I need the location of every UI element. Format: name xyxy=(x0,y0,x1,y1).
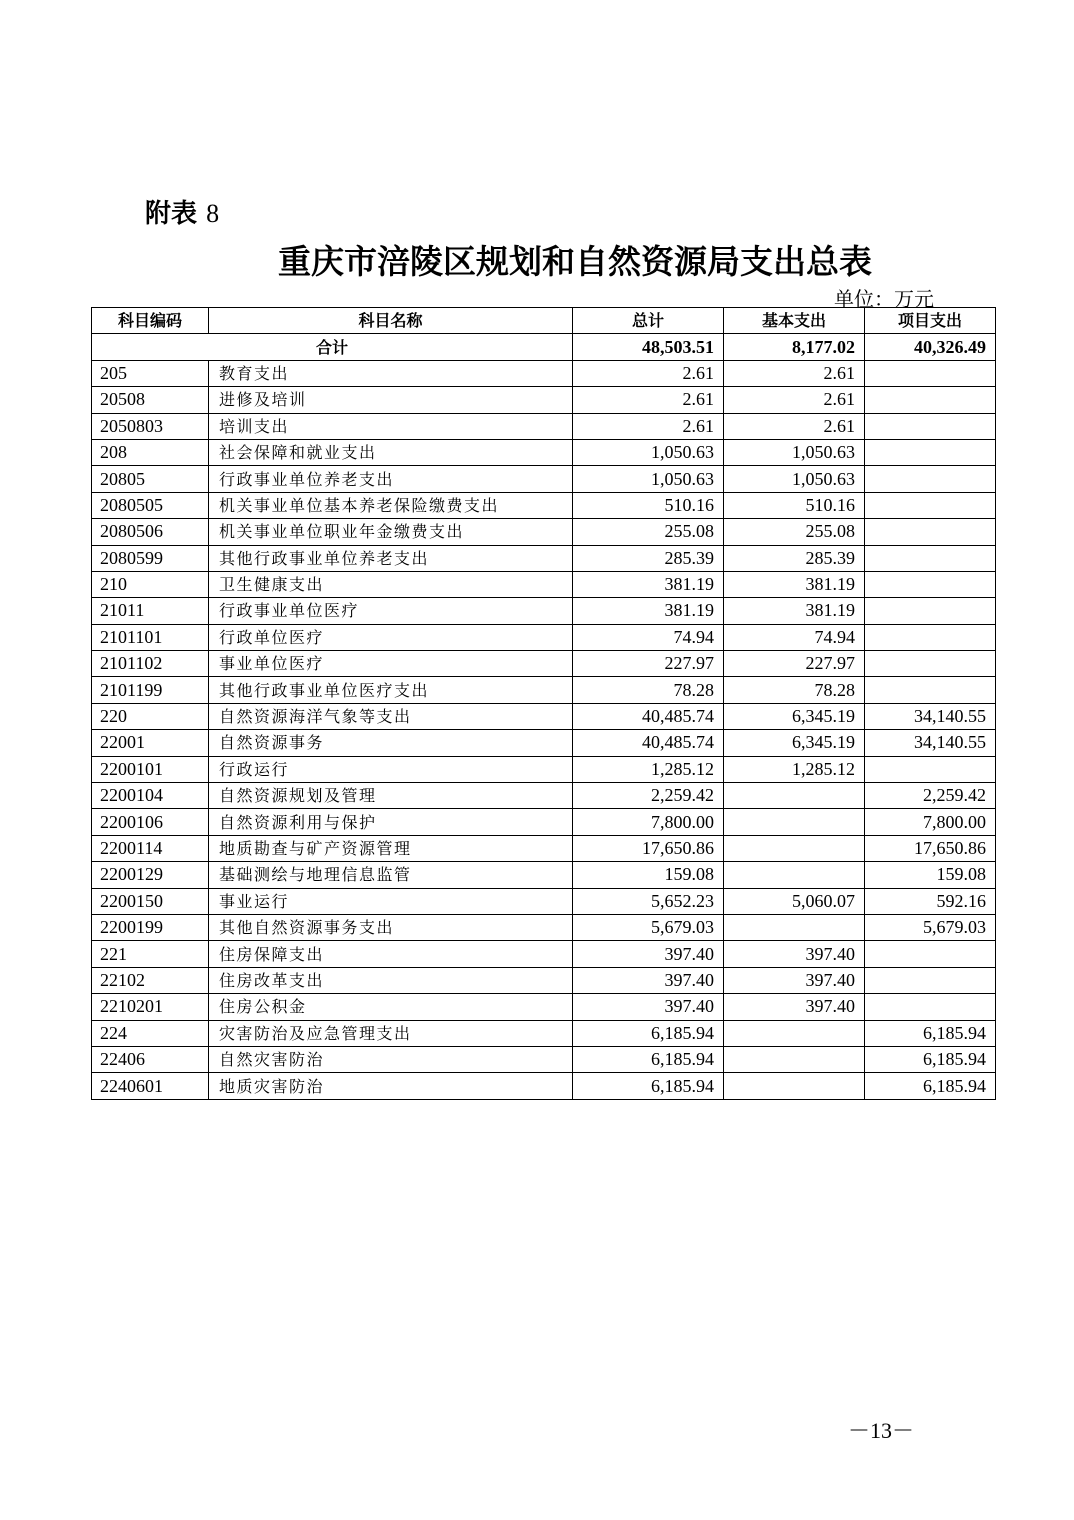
row-total: 2.61 xyxy=(573,413,724,439)
row-project: 7,800.00 xyxy=(865,809,996,835)
row-total: 159.08 xyxy=(573,862,724,888)
row-project xyxy=(865,624,996,650)
row-basic xyxy=(724,809,865,835)
row-total: 255.08 xyxy=(573,519,724,545)
row-total: 6,185.94 xyxy=(573,1046,724,1072)
row-total: 397.40 xyxy=(573,941,724,967)
row-project xyxy=(865,519,996,545)
row-basic: 227.97 xyxy=(724,651,865,677)
row-basic: 1,050.63 xyxy=(724,466,865,492)
row-project xyxy=(865,967,996,993)
row-total: 40,485.74 xyxy=(573,730,724,756)
row-code: 2200101 xyxy=(92,756,209,782)
row-project xyxy=(865,492,996,518)
row-total: 381.19 xyxy=(573,598,724,624)
row-total: 17,650.86 xyxy=(573,835,724,861)
row-project: 2,259.42 xyxy=(865,783,996,809)
table-row xyxy=(92,994,996,1020)
row-name: 行政单位医疗 xyxy=(209,624,573,650)
row-project xyxy=(865,413,996,439)
row-code: 2101199 xyxy=(92,677,209,703)
row-name: 卫生健康支出 xyxy=(209,571,573,597)
table-row xyxy=(92,888,996,914)
row-name: 住房保障支出 xyxy=(209,941,573,967)
row-basic: 397.40 xyxy=(724,941,865,967)
row-name: 其他自然资源事务支出 xyxy=(209,914,573,940)
row-basic: 285.39 xyxy=(724,545,865,571)
row-name: 行政运行 xyxy=(209,756,573,782)
table-header-row xyxy=(92,308,996,334)
row-name: 行政事业单位医疗 xyxy=(209,598,573,624)
row-total: 1,050.63 xyxy=(573,466,724,492)
row-basic: 510.16 xyxy=(724,492,865,518)
row-name: 事业单位医疗 xyxy=(209,651,573,677)
row-basic xyxy=(724,835,865,861)
document-title: 重庆市涪陵区规划和自然资源局支出总表 xyxy=(278,242,872,281)
row-name: 社会保障和就业支出 xyxy=(209,439,573,465)
row-project xyxy=(865,571,996,597)
row-code: 2080506 xyxy=(92,519,209,545)
row-total: 6,185.94 xyxy=(573,1020,724,1046)
row-basic: 255.08 xyxy=(724,519,865,545)
row-code: 2200104 xyxy=(92,783,209,809)
row-total: 5,652.23 xyxy=(573,888,724,914)
table-row xyxy=(92,545,996,571)
table-row xyxy=(92,571,996,597)
row-name: 自然资源事务 xyxy=(209,730,573,756)
row-code: 2101101 xyxy=(92,624,209,650)
row-project: 34,140.55 xyxy=(865,730,996,756)
appendix-number: 8 xyxy=(206,199,220,228)
table-row xyxy=(92,914,996,940)
row-total: 1,285.12 xyxy=(573,756,724,782)
table-row xyxy=(92,862,996,888)
row-basic: 2.61 xyxy=(724,413,865,439)
row-code: 205 xyxy=(92,360,209,386)
appendix-label-text: 附表 xyxy=(145,199,198,229)
row-project xyxy=(865,466,996,492)
row-total: 78.28 xyxy=(573,677,724,703)
table-row xyxy=(92,624,996,650)
total-label: 合计 xyxy=(92,334,573,360)
row-basic: 397.40 xyxy=(724,967,865,993)
row-total: 5,679.03 xyxy=(573,914,724,940)
row-code: 2240601 xyxy=(92,1073,209,1099)
row-name: 自然资源海洋气象等支出 xyxy=(209,703,573,729)
row-total: 397.40 xyxy=(573,994,724,1020)
row-name: 基础测绘与地理信息监管 xyxy=(209,862,573,888)
row-project xyxy=(865,598,996,624)
row-code: 210 xyxy=(92,571,209,597)
row-code: 21011 xyxy=(92,598,209,624)
row-project xyxy=(865,994,996,1020)
row-total: 510.16 xyxy=(573,492,724,518)
row-project xyxy=(865,651,996,677)
row-code: 2200199 xyxy=(92,914,209,940)
page-number: －13－ xyxy=(848,1418,915,1443)
row-project xyxy=(865,387,996,413)
row-project: 6,185.94 xyxy=(865,1073,996,1099)
table-row xyxy=(92,651,996,677)
row-project: 592.16 xyxy=(865,888,996,914)
row-name: 其他行政事业单位养老支出 xyxy=(209,545,573,571)
row-name: 自然资源利用与保护 xyxy=(209,809,573,835)
row-basic: 2.61 xyxy=(724,360,865,386)
table-row xyxy=(92,439,996,465)
row-name: 行政事业单位养老支出 xyxy=(209,466,573,492)
row-basic xyxy=(724,914,865,940)
row-name: 机关事业单位职业年金缴费支出 xyxy=(209,519,573,545)
table-row xyxy=(92,756,996,782)
table-row xyxy=(92,1073,996,1099)
row-basic xyxy=(724,1020,865,1046)
row-total: 40,485.74 xyxy=(573,703,724,729)
header-project: 项目支出 xyxy=(865,308,996,334)
row-code: 22102 xyxy=(92,967,209,993)
row-code: 224 xyxy=(92,1020,209,1046)
row-project: 17,650.86 xyxy=(865,835,996,861)
table-row xyxy=(92,835,996,861)
row-name: 事业运行 xyxy=(209,888,573,914)
unit-label: 单位：万元 xyxy=(834,287,934,311)
row-code: 2050803 xyxy=(92,413,209,439)
row-code: 221 xyxy=(92,941,209,967)
row-project: 6,185.94 xyxy=(865,1020,996,1046)
row-basic: 381.19 xyxy=(724,598,865,624)
table-row xyxy=(92,466,996,492)
row-code: 20508 xyxy=(92,387,209,413)
row-code: 2080505 xyxy=(92,492,209,518)
header-total: 总计 xyxy=(573,308,724,334)
row-total: 285.39 xyxy=(573,545,724,571)
row-total: 6,185.94 xyxy=(573,1073,724,1099)
row-basic xyxy=(724,783,865,809)
header-code: 科目编码 xyxy=(92,308,209,334)
total-total: 48,503.51 xyxy=(573,334,724,360)
row-name: 机关事业单位基本养老保险缴费支出 xyxy=(209,492,573,518)
table-row xyxy=(92,360,996,386)
total-row xyxy=(92,334,996,360)
row-project xyxy=(865,360,996,386)
row-basic: 5,060.07 xyxy=(724,888,865,914)
row-total: 2,259.42 xyxy=(573,783,724,809)
table-row xyxy=(92,677,996,703)
row-code: 220 xyxy=(92,703,209,729)
table-row xyxy=(92,730,996,756)
row-total: 2.61 xyxy=(573,387,724,413)
table-row xyxy=(92,492,996,518)
table-row xyxy=(92,967,996,993)
row-total: 2.61 xyxy=(573,360,724,386)
table-row xyxy=(92,783,996,809)
row-name: 其他行政事业单位医疗支出 xyxy=(209,677,573,703)
row-total: 7,800.00 xyxy=(573,809,724,835)
row-basic xyxy=(724,1046,865,1072)
row-project xyxy=(865,941,996,967)
row-basic: 1,050.63 xyxy=(724,439,865,465)
row-basic: 397.40 xyxy=(724,994,865,1020)
row-project xyxy=(865,545,996,571)
row-code: 22001 xyxy=(92,730,209,756)
row-project xyxy=(865,756,996,782)
appendix-label xyxy=(145,193,219,230)
table-row xyxy=(92,1046,996,1072)
row-code: 2200129 xyxy=(92,862,209,888)
row-basic xyxy=(724,862,865,888)
row-total: 397.40 xyxy=(573,967,724,993)
row-name: 灾害防治及应急管理支出 xyxy=(209,1020,573,1046)
row-project: 5,679.03 xyxy=(865,914,996,940)
table-row xyxy=(92,519,996,545)
row-basic: 78.28 xyxy=(724,677,865,703)
table-row xyxy=(92,1020,996,1046)
row-name: 教育支出 xyxy=(209,360,573,386)
row-name: 自然灾害防治 xyxy=(209,1046,573,1072)
row-basic: 2.61 xyxy=(724,387,865,413)
row-code: 20805 xyxy=(92,466,209,492)
row-project: 159.08 xyxy=(865,862,996,888)
row-basic: 6,345.19 xyxy=(724,703,865,729)
table-row xyxy=(92,703,996,729)
row-basic: 381.19 xyxy=(724,571,865,597)
row-code: 2210201 xyxy=(92,994,209,1020)
row-total: 381.19 xyxy=(573,571,724,597)
row-project: 34,140.55 xyxy=(865,703,996,729)
row-basic: 1,285.12 xyxy=(724,756,865,782)
table-row xyxy=(92,387,996,413)
row-project xyxy=(865,677,996,703)
row-code: 22406 xyxy=(92,1046,209,1072)
row-name: 进修及培训 xyxy=(209,387,573,413)
row-project xyxy=(865,439,996,465)
row-basic: 6,345.19 xyxy=(724,730,865,756)
table-row xyxy=(92,598,996,624)
row-name: 地质灾害防治 xyxy=(209,1073,573,1099)
table-row xyxy=(92,809,996,835)
row-project: 6,185.94 xyxy=(865,1046,996,1072)
row-name: 住房公积金 xyxy=(209,994,573,1020)
header-name: 科目名称 xyxy=(209,308,573,334)
row-name: 自然资源规划及管理 xyxy=(209,783,573,809)
row-code: 2080599 xyxy=(92,545,209,571)
row-code: 2101102 xyxy=(92,651,209,677)
row-name: 地质勘查与矿产资源管理 xyxy=(209,835,573,861)
total-project: 40,326.49 xyxy=(865,334,996,360)
row-total: 227.97 xyxy=(573,651,724,677)
row-name: 培训支出 xyxy=(209,413,573,439)
total-basic: 8,177.02 xyxy=(724,334,865,360)
row-basic xyxy=(724,1073,865,1099)
header-basic: 基本支出 xyxy=(724,308,865,334)
row-basic: 74.94 xyxy=(724,624,865,650)
row-total: 74.94 xyxy=(573,624,724,650)
expenditure-table xyxy=(91,307,996,1100)
table-row xyxy=(92,941,996,967)
row-code: 2200150 xyxy=(92,888,209,914)
row-code: 2200106 xyxy=(92,809,209,835)
row-name: 住房改革支出 xyxy=(209,967,573,993)
table-row xyxy=(92,413,996,439)
row-total: 1,050.63 xyxy=(573,439,724,465)
row-code: 2200114 xyxy=(92,835,209,861)
row-code: 208 xyxy=(92,439,209,465)
